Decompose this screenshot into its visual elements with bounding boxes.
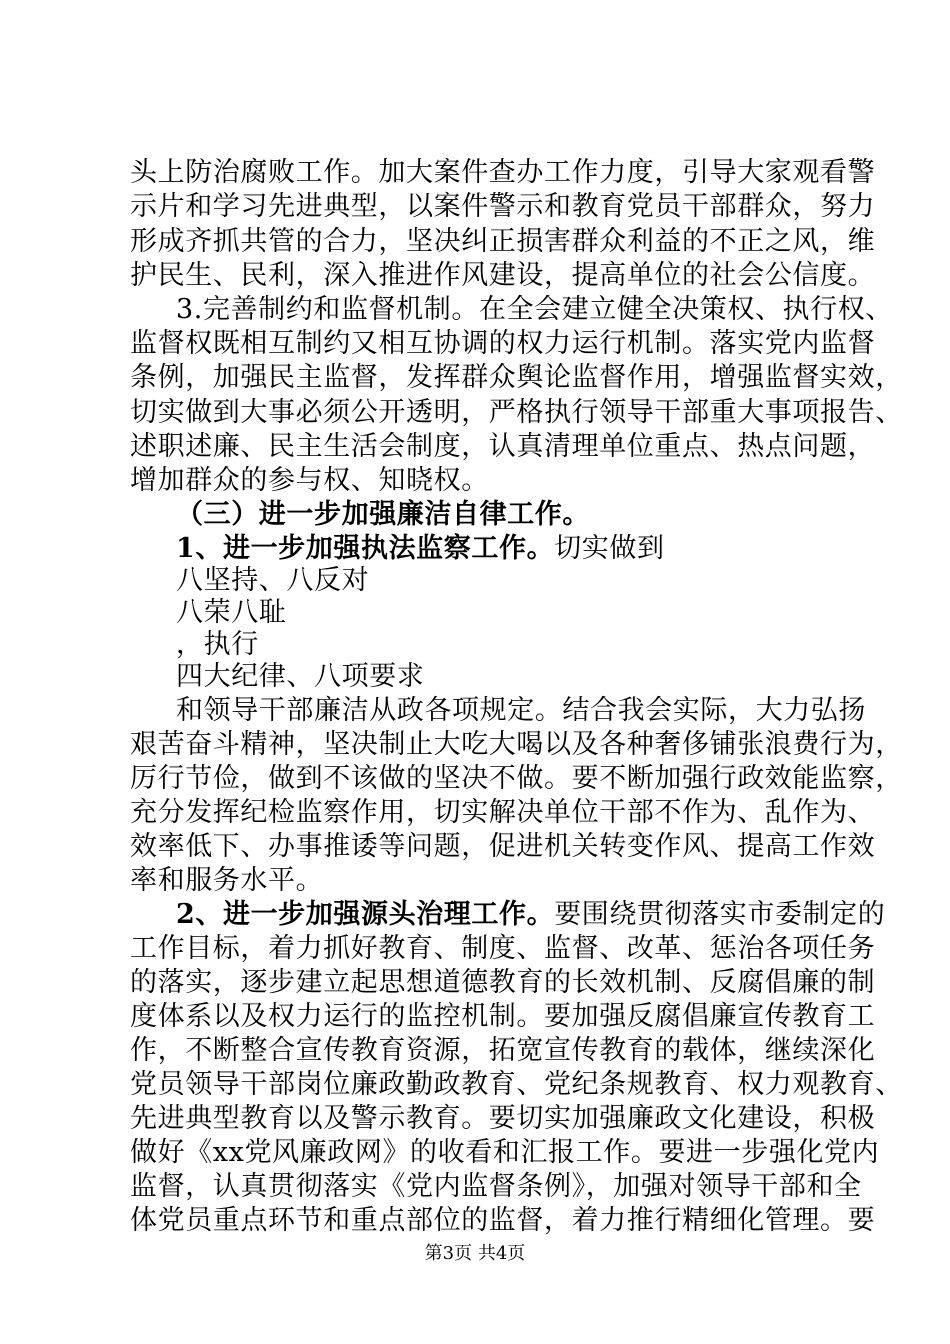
paragraph-text: 艰苦奋斗精神，坚决制止大吃大喝以及各种奢侈铺张浪费行为， — [130, 729, 903, 760]
text-line — [130, 1136, 880, 1170]
paragraph-text: 形成齐抓共管的合力，坚决纠正损害群众利益的不正之风，维 — [130, 226, 876, 257]
text-line — [130, 796, 876, 830]
text-line — [130, 864, 830, 898]
paragraph-text: 充分发挥纪检监察作用，切实解决单位干部不作为、乱作为、 — [130, 797, 876, 828]
text-line — [130, 1204, 876, 1238]
paragraph-text: 度体系以及权力运行的监控机制。要加强反腐倡廉宣传教育工 — [130, 1001, 876, 1032]
text-line — [130, 830, 876, 864]
paragraph-text: 体党员重点环节和重点部位的监督，着力推行精细化管理。要 — [130, 1205, 876, 1236]
text-line — [176, 596, 876, 630]
paragraph-text: 护民生、民利，深入推进作风建设，提高单位的社会公信度。 — [130, 260, 876, 291]
paragraph-text: 先进典型教育以及警示教育。要切实加强廉政文化建设，积极 — [130, 1103, 876, 1134]
heading-text: （三）进一步加强廉洁自律工作。 — [176, 499, 590, 530]
text-line — [176, 898, 886, 932]
text-line — [130, 728, 903, 762]
paragraph-text: 率和服务水平。 — [130, 865, 324, 896]
paragraph-text: 述职述廉、民主生活会制度，认真清理单位重点、热点问题， — [130, 431, 876, 462]
paragraph-text: 要围绕贯彻落实市委制定的 — [554, 899, 886, 930]
paragraph-text: 四大纪律、八项要求 — [176, 661, 425, 692]
text-line — [130, 156, 876, 190]
text-line — [176, 660, 876, 694]
heading-text: 1、进一步加强执法监察工作。 — [176, 533, 555, 564]
paragraph-text: 厉行节俭，做到不该做的坚决不做。要不断加强行政效能监察， — [130, 763, 903, 794]
text-line — [176, 628, 876, 662]
paragraph-text: 八坚持、八反对 — [176, 565, 370, 596]
text-line — [130, 1102, 876, 1136]
text-line — [130, 190, 876, 224]
text-line — [130, 1034, 876, 1068]
text-line — [130, 1170, 862, 1204]
text-line — [176, 564, 876, 598]
text-line — [130, 1000, 876, 1034]
text-line — [130, 361, 903, 395]
paragraph-text: 增加群众的参与权、知晓权。 — [130, 465, 489, 496]
paragraph-text: 3.完善制约和监督机制。在全会建立健全决策权、执行权、 — [176, 294, 893, 325]
heading-text: 2、进一步加强源头治理工作。 — [176, 899, 555, 930]
text-line — [130, 225, 876, 259]
text-line — [130, 464, 830, 498]
paragraph-text: 效率低下、办事推诿等问题，促进机关转变作风、提高工作效 — [130, 831, 876, 862]
text-line — [130, 259, 876, 293]
paragraph-text: 工作目标，着力抓好教育、制度、监督、改革、惩治各项任务 — [130, 933, 876, 964]
paragraph-text: 监督，认真贯彻落实《党内监督条例》，加强对领导干部和全 — [130, 1171, 862, 1202]
paragraph-text: 条例，加强民主监督，发挥群众舆论监督作用，增强监督实效， — [130, 362, 903, 393]
text-line — [176, 293, 893, 327]
text-line — [176, 532, 876, 566]
text-line — [176, 498, 876, 532]
paragraph-text: 头上防治腐败工作。加大案件查办工作力度，引导大家观看警 — [130, 157, 876, 188]
paragraph-text: 和领导干部廉洁从政各项规定。结合我会实际，大力弘扬 — [176, 695, 866, 726]
text-line — [130, 1068, 903, 1102]
paragraph-text: 示片和学习先进典型，以案件警示和教育党员干部群众，努力 — [130, 191, 876, 222]
text-line — [176, 694, 876, 728]
paragraph-text: 切实做到大事必须公开透明，严格执行领导干部重大事项报告、 — [130, 397, 903, 428]
text-line — [130, 430, 876, 464]
text-line — [130, 396, 903, 430]
paragraph-text: 党员领导干部岗位廉政勤政教育、党纪条规教育、权力观教育、 — [130, 1069, 903, 1100]
page-footer: 第3页 共4页 — [424, 1243, 526, 1264]
paragraph-text: 监督权既相互制约又相互协调的权力运行机制。落实党内监督 — [130, 328, 876, 359]
paragraph-text: ，执行 — [176, 629, 259, 660]
paragraph-text: 的落实，逐步建立起思想道德教育的长效机制、反腐倡廉的制 — [130, 967, 876, 998]
text-line — [130, 966, 876, 1000]
text-line — [130, 932, 876, 966]
text-line — [130, 762, 903, 796]
paragraph-text: 做好《xx党风廉政网》的收看和汇报工作。要进一步强化党内 — [130, 1137, 880, 1168]
paragraph-text: 八荣八耻 — [176, 597, 287, 628]
paragraph-text: 切实做到 — [554, 533, 665, 564]
paragraph-text: 作，不断整合宣传教育资源，拓宽宣传教育的载体，继续深化 — [130, 1035, 876, 1066]
text-line — [130, 327, 876, 361]
